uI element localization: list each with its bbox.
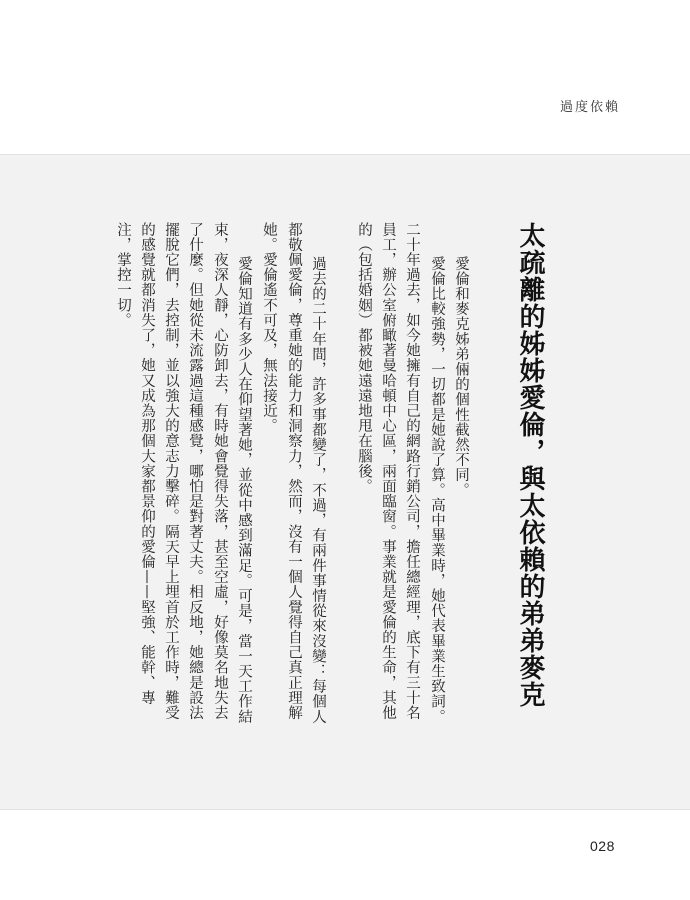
page-header (0, 0, 690, 154)
body-column: 了什麼。但她從未流露過這種感覺，哪怕是對著丈夫。相反地，她總是設法 (187, 222, 203, 721)
body-column: 她。愛倫遙不可及，無法接近。 (261, 222, 277, 434)
body-column: 擺脫它們，去控制，並以強大的意志力擊碎。隔天早上埋首於工作時，難受 (163, 222, 179, 721)
page-body (0, 154, 690, 810)
body-column: 愛倫比較強勢，一切都是她說了算。高中畢業時，她代表畢業生致詞。 (429, 256, 445, 725)
body-column: 注，掌控一切。 (115, 222, 131, 328)
running-head: 過度依賴 (560, 100, 621, 115)
body-column: 束，夜深人靜，心防卸去，有時她會覺得失落，甚至空虛，好像莫名地失去 (212, 222, 228, 721)
article-title: 太疏離的姊姊愛倫，與太依賴的弟弟麥克 (515, 222, 545, 708)
body-column: 員工，辦公室俯瞰著曼哈頓中心區，兩面臨窗。事業就是愛倫的生命，其他 (380, 222, 396, 721)
body-column: 都敬佩愛倫，尊重她的能力和洞察力，然而，沒有一個人覺得自己真正理解 (286, 222, 302, 721)
page-number: 028 (590, 838, 615, 854)
body-column: 二十年過去，如今她擁有自己的網路行銷公司，擔任總經理，底下有三十名 (404, 222, 420, 721)
body-column: 愛倫知道有多少人在仰望著她，並從中感到滿足。可是，當一天工作結 (236, 256, 252, 725)
body-column: 的感覺就都消失了，她又成為那個大家都景仰的愛倫——堅強、能幹、專 (139, 222, 155, 706)
body-column: 的（包括婚姻）都被她遠遠地甩在腦後。 (356, 222, 372, 494)
body-column: 愛倫和麥克姊弟倆的個性截然不同。 (453, 256, 469, 498)
body-column: 過去的二十年間，許多事都變了，不過，有兩件事情從來沒變：每個人 (310, 256, 326, 725)
